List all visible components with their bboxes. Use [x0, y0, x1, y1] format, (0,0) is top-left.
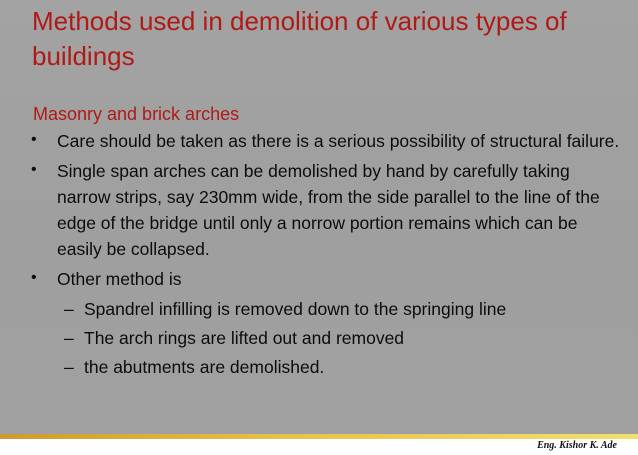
bullet-text: Care should be taken as there is a serious possibility of structural failure. — [57, 131, 620, 151]
bullet-text: Single span arches can be demolished by hand by carefully taking narrow strips, say 230mm wide, from the side parallel to the line of the edge of the bridge until only a norrow portion remains which can be easily be collapsed. — [57, 161, 600, 259]
bullet-list — [0, 128, 620, 382]
author-footer: Eng. Kishor K. Ade — [537, 440, 617, 451]
sub-bullet-item-1 — [54, 295, 620, 324]
sub-bullet-text: The arch rings are lifted out and removed — [84, 328, 405, 348]
sub-bullet-text: Spandrel infilling is removed down to the springing line — [84, 299, 507, 319]
sub-bullet-list — [57, 295, 620, 382]
sub-bullet-item-2 — [54, 324, 620, 353]
bullet-item-1 — [0, 128, 620, 154]
bullet-icon: • — [31, 161, 37, 178]
sub-bullet-text: the abutments are demolished. — [84, 357, 325, 377]
dash-icon: – — [64, 357, 74, 377]
slide-subheading: Masonry and brick arches — [33, 104, 240, 124]
sub-bullet-item-3 — [54, 353, 620, 382]
bullet-icon: • — [31, 131, 37, 148]
dash-icon: – — [64, 328, 74, 348]
bullet-item-3 — [0, 266, 620, 382]
bullet-item-2 — [0, 158, 620, 262]
bullet-text: Other method is — [57, 269, 182, 289]
bullet-icon: • — [31, 269, 37, 286]
dash-icon: – — [64, 299, 74, 319]
slide-title: Methods used in demolition of various types of buildings — [32, 6, 567, 71]
